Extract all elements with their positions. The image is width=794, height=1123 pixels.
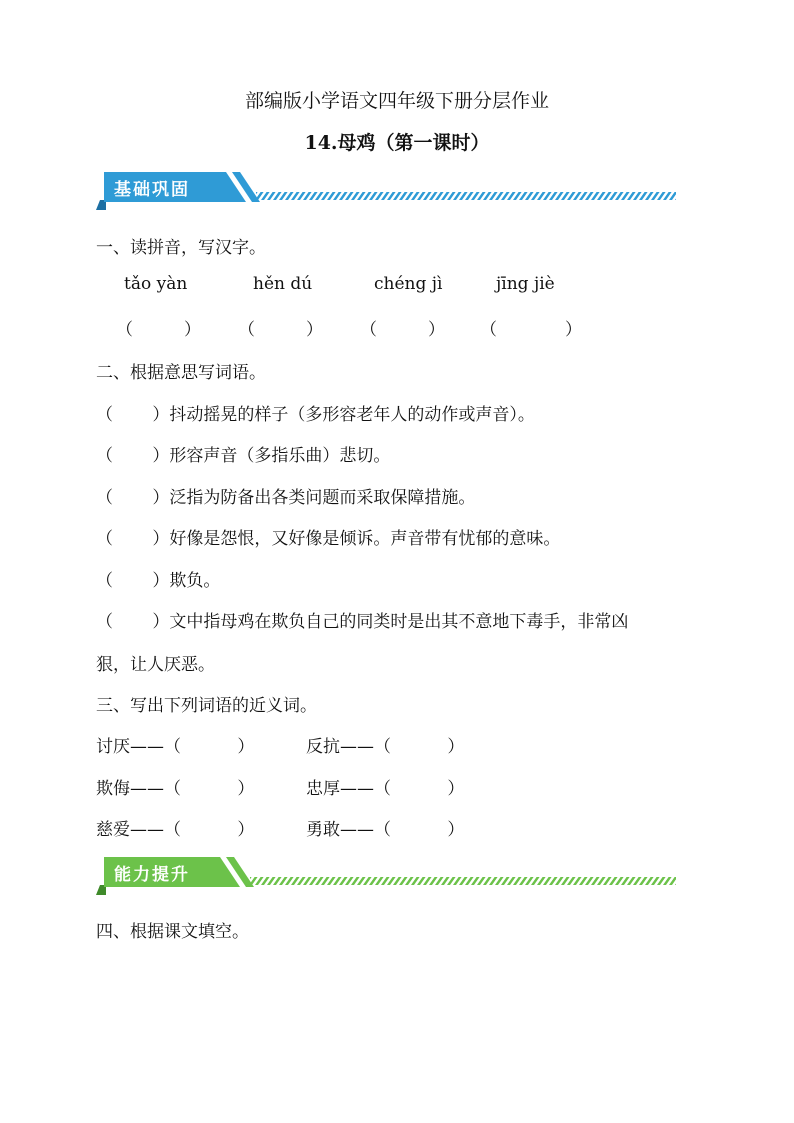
q2-item-continued: 狠，让人厌恶。 — [96, 655, 215, 675]
q2-item: （ ）好像是怨恨，又好像是倾诉。声音带有忧郁的意味。 — [96, 529, 561, 549]
section-label-basic: 基础巩固 — [114, 180, 190, 200]
synonym-pair: 讨厌——（ ） — [96, 737, 255, 757]
lesson-title: 14.母鸡（第一课时） — [304, 132, 490, 154]
section-banner-basic — [96, 170, 678, 212]
q2-item: （ ）形容声音（多指乐曲）悲切。 — [96, 446, 391, 466]
pinyin-3: chéng jì — [374, 274, 443, 294]
answer-blank[interactable]: （ ） — [238, 320, 323, 340]
answer-blank[interactable]: （ ） — [116, 320, 201, 340]
q2-item: （ ）泛指为防备出各类问题而采取保障措施。 — [96, 488, 476, 508]
q2-item: （ ）欺负。 — [96, 571, 221, 591]
synonym-pair: 反抗——（ ） — [306, 737, 465, 757]
pinyin-4: jīng jiè — [496, 274, 555, 294]
page-title: 部编版小学语文四年级下册分层作业 — [244, 90, 549, 112]
q3-heading: 三、写出下列词语的近义词。 — [96, 696, 317, 716]
q2-item: （ ）文中指母鸡在欺负自己的同类时是出其不意地下毒手，非常凶 — [96, 612, 629, 632]
q2-heading: 二、根据意思写词语。 — [96, 363, 266, 383]
q4-heading: 四、根据课文填空。 — [96, 922, 249, 942]
section-label-advanced: 能力提升 — [114, 865, 190, 885]
answer-blank[interactable]: （ ） — [480, 320, 582, 340]
pinyin-2: hěn dú — [253, 274, 313, 294]
synonym-pair: 勇敢——（ ） — [306, 820, 465, 840]
synonym-pair: 欺侮——（ ） — [96, 779, 255, 799]
answer-blank[interactable]: （ ） — [360, 320, 445, 340]
q2-item: （ ）抖动摇晃的样子（多形容老年人的动作或声音）。 — [96, 405, 535, 425]
section-banner-advanced — [96, 855, 678, 897]
synonym-pair: 忠厚——（ ） — [306, 779, 465, 799]
q1-heading: 一、读拼音，写汉字。 — [96, 238, 266, 258]
synonym-pair: 慈爱——（ ） — [96, 820, 255, 840]
pinyin-1: tǎo yàn — [124, 274, 188, 294]
